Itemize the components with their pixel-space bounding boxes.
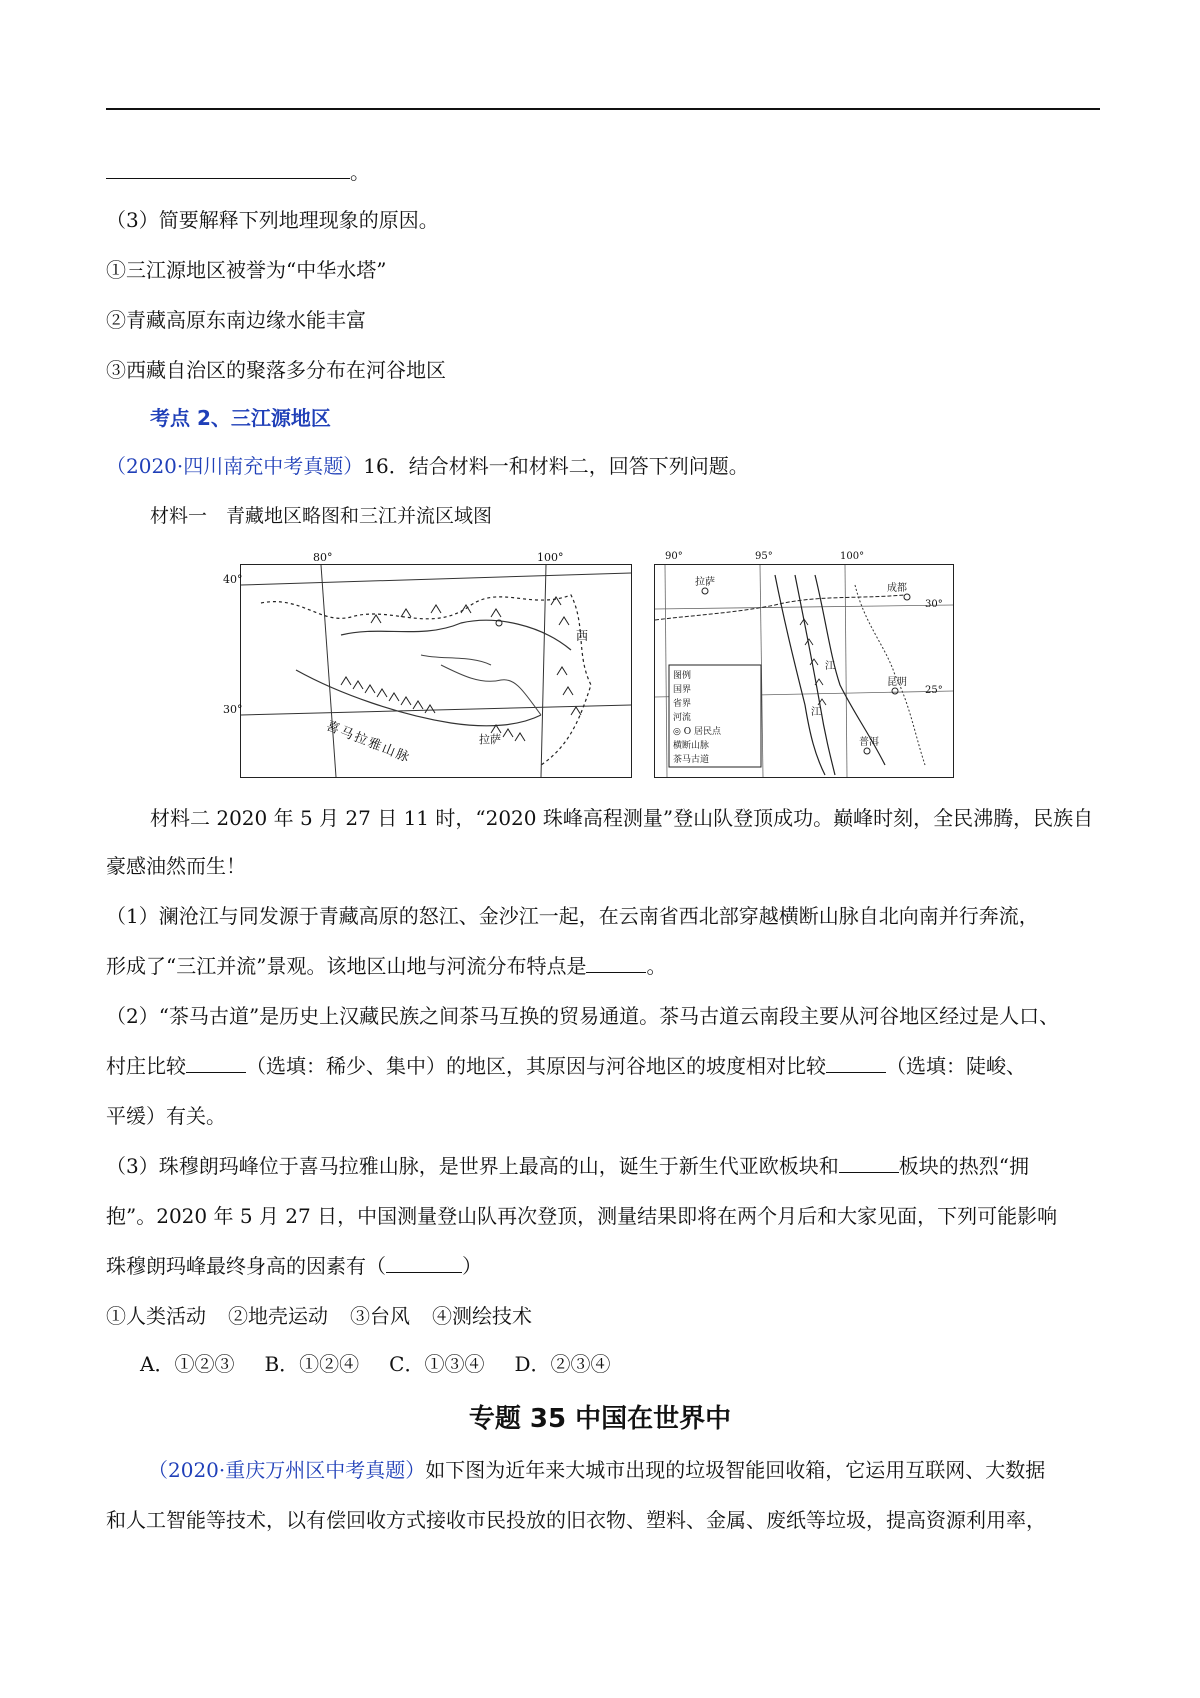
factor-1: ①人类活动 <box>106 1304 206 1328</box>
factor-2: ②地壳运动 <box>228 1304 328 1328</box>
q3b-close: ） <box>462 1254 482 1278</box>
material-2-line-2: 豪感油然而生！ <box>106 854 246 878</box>
lat-label-25-right: 25° <box>925 685 943 696</box>
three-rivers-map <box>654 551 954 778</box>
question-16-text: 16．结合材料一和材料二，回答下列问题。 <box>363 454 749 478</box>
q3-intro: （3）简要解释下列地理现象的原因。 <box>106 208 439 232</box>
q2-text-c: （选填：陡峻、 <box>886 1054 1026 1078</box>
answer-choices <box>140 1350 641 1378</box>
river-2 <box>421 655 491 665</box>
city-chengdu: 成都 <box>887 583 907 594</box>
lon-80-line <box>321 565 336 777</box>
city-lasa: 拉萨 <box>695 577 715 588</box>
legend-item-province: 省界 <box>673 699 692 709</box>
q2-text-b: （选填：稀少、集中）的地区，其原因与河谷地区的坡度相对比较 <box>246 1054 826 1078</box>
lat-label-30-right: 30° <box>925 599 943 610</box>
city-puer: 普洱 <box>859 737 879 748</box>
himalaya-label: 喜马拉雅山脉 <box>323 718 413 767</box>
factor-3: ③台风 <box>350 1304 410 1328</box>
q3b-line-2: 抱”。2020 年 5 月 27 日，中国测量登山队再次登顶，测量结果即将在两个月后和大家见面，下列可能影响 <box>106 1204 1058 1228</box>
q1-line-2 <box>106 952 666 980</box>
q1-line-1: （1）澜沧江与同发源于青藏高原的怒江、金沙江一起，在云南省西北部穿越横断山脉自北向南并行奔流， <box>106 904 1039 928</box>
choice-a[interactable]: A．①②③ <box>140 1352 235 1376</box>
topic-title: 专题 35 中国在世界中 <box>468 1404 732 1434</box>
question-16-line <box>106 452 749 480</box>
answer-blank-line <box>106 158 370 186</box>
material-2-line-1: 材料二 2020 年 5 月 27 日 11 时，“2020 珠峰高程测量”登山队登顶成功。巅峰时刻，全民沸腾，民族自 <box>150 806 1094 830</box>
legend-item-river: 河流 <box>673 713 692 723</box>
topic-text-1: 如下图为近年来大城市出现的垃圾智能回收箱，它运用互联网、大数据 <box>425 1458 1046 1482</box>
q2-line-3: 平缓）有关。 <box>106 1104 226 1128</box>
choice-d[interactable]: D．②③④ <box>514 1352 611 1376</box>
q2-line-2 <box>106 1052 1026 1080</box>
region-label: 西 <box>576 629 589 643</box>
qinghai-tibet-map-svg <box>241 565 631 777</box>
question-source: （2020·四川南充中考真题） <box>106 454 364 478</box>
lon-100-line <box>541 565 546 777</box>
blank-line-end: 。 <box>350 160 370 184</box>
q1-text: 形成了“三江并流”景观。该地区山地与河流分布特点是 <box>106 954 587 978</box>
legend-title: 图例 <box>673 671 692 681</box>
q2-text-a: 村庄比较 <box>106 1054 186 1078</box>
q3b-line-3 <box>106 1252 482 1280</box>
qinghai-tibet-map <box>223 551 632 778</box>
q3b-prompt: 珠穆朗玛峰最终身高的因素有（ <box>106 1254 386 1278</box>
q3b-choice-blank[interactable] <box>386 1252 462 1273</box>
answer-blank[interactable] <box>106 158 350 179</box>
q1-end: 。 <box>646 954 667 978</box>
legend-item-hengduan: 横断山脉 <box>673 741 710 751</box>
map-legend <box>673 669 721 767</box>
lon-label-90: 90° <box>665 551 683 562</box>
q2-line-1: （2）“茶马古道”是历史上汉藏民族之间茶马互换的贸易通道。茶马古道云南段主要从河谷地区经过是人口、 <box>106 1004 1060 1028</box>
q2-answer-blank-2[interactable] <box>826 1052 886 1073</box>
lon-label-95: 95° <box>755 551 773 562</box>
kunlun-range-line <box>341 620 571 650</box>
lat-label-30: 30° <box>223 703 243 716</box>
factor-list <box>106 1302 554 1330</box>
choice-b[interactable]: B．①②④ <box>264 1352 360 1376</box>
q3-item-3: ③西藏自治区的聚落多分布在河谷地区 <box>106 358 446 382</box>
topic-line-2: 和人工智能等技术，以有偿回收方式接收市民投放的旧衣物、塑料、金属、废纸等垃圾，提高资源利用率， <box>106 1508 1046 1532</box>
q3b-line-1 <box>106 1152 1029 1180</box>
river-label-1: 江 <box>825 661 835 672</box>
q1-answer-blank[interactable] <box>586 952 646 973</box>
city-kunming: 昆明 <box>887 677 907 688</box>
q2-answer-blank-1[interactable] <box>186 1052 246 1073</box>
factor-4: ④测绘技术 <box>432 1304 532 1328</box>
section-heading: 考点 2、三江源地区 <box>150 406 331 430</box>
q3-item-2: ②青藏高原东南边缘水能丰富 <box>106 308 366 332</box>
q3b-text: （3）珠穆朗玛峰位于喜马拉雅山脉，是世界上最高的山，诞生于新生代亚欧板块和 <box>106 1154 839 1178</box>
river-label-2: 江 <box>811 707 821 718</box>
legend-item-border: 国界 <box>673 685 692 695</box>
lhasa-label: 拉萨 <box>479 733 501 746</box>
lon-label-100: 100° <box>537 551 564 564</box>
legend-item-settlement: ◎ O 居民点 <box>673 727 721 737</box>
lat-40-line <box>241 573 631 585</box>
q3-item-1: ①三江源地区被誉为“中华水塔” <box>106 258 387 282</box>
header-rule <box>106 108 1100 110</box>
lat-label-40: 40° <box>223 573 243 586</box>
q3b-text-end: 板块的热烈“拥 <box>898 1154 1029 1178</box>
q3b-answer-blank[interactable] <box>839 1152 899 1173</box>
topic-source: （2020·重庆万州区中考真题） <box>148 1458 426 1482</box>
legend-item-tea-horse-road: 茶马古道 <box>673 755 710 765</box>
choice-c[interactable]: C．①③④ <box>389 1352 485 1376</box>
lon-label-80: 80° <box>313 551 333 564</box>
lon-label-100-right: 100° <box>840 551 865 562</box>
material-1-caption: 材料一 青藏地区略图和三江并流区域图 <box>150 505 493 527</box>
topic-line-1 <box>148 1456 1045 1484</box>
